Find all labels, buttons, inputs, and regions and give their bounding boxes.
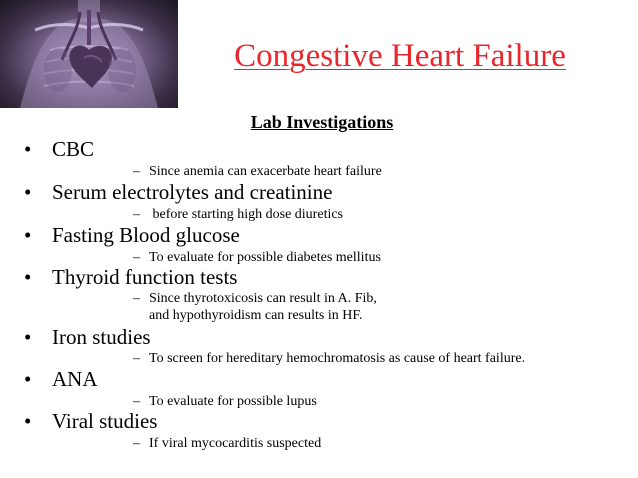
dash: – [133,250,140,265]
list-item-glucose [24,223,240,247]
sub-item-continuation: and hypothyroidism can results in HF. [149,308,363,323]
bullet: • [24,367,32,391]
sub-item [133,206,343,223]
list-item-cbc [24,137,94,161]
dash: – [133,164,140,179]
sub-item [133,350,525,367]
list-item-thyroid [24,265,237,289]
sub-item [133,435,321,452]
bullet: • [24,265,32,289]
sub-item [133,290,377,307]
dash: – [133,436,140,451]
sub-item-text: Since anemia can exacerbate heart failure [149,164,382,179]
item-label: Iron studies [52,325,151,349]
dash: – [133,394,140,409]
item-label: Viral studies [52,409,158,433]
sub-item-text: To evaluate for possible diabetes mellitus [149,250,381,265]
bullet: • [24,137,32,161]
item-label: Serum electrolytes and creatinine [52,180,333,204]
sub-item [133,163,382,180]
bullet: • [24,223,32,247]
list-item-electrolytes [24,180,332,204]
bullet: • [24,409,32,433]
item-label: Fasting Blood glucose [52,223,240,247]
dash: – [133,351,140,366]
slide-title: Congestive Heart Failure [234,38,566,74]
sub-item-text: before starting high dose diuretics [149,207,344,222]
section-subtitle: Lab Investigations [250,112,394,132]
anatomy-heart-image [0,0,178,108]
dash: – [133,207,140,222]
item-label: Thyroid function tests [52,265,238,289]
sub-item [133,393,317,410]
dash: – [133,291,140,306]
item-label: ANA [52,367,98,391]
bullet: • [24,180,32,204]
sub-item-text: Since thyrotoxicosis can result in A. Fib, [149,291,377,306]
list-item-ana [24,367,98,391]
list-item-iron [24,325,151,349]
sub-item-text: To screen for hereditary hemochromatosis as cause of heart failure. [149,351,526,366]
bullet: • [24,325,32,349]
sub-item [133,249,381,266]
list-item-viral [24,409,157,433]
sub-item-text: If viral mycocarditis suspected [149,436,322,451]
item-label: CBC [52,137,95,161]
sub-item-text: To evaluate for possible lupus [149,394,317,409]
